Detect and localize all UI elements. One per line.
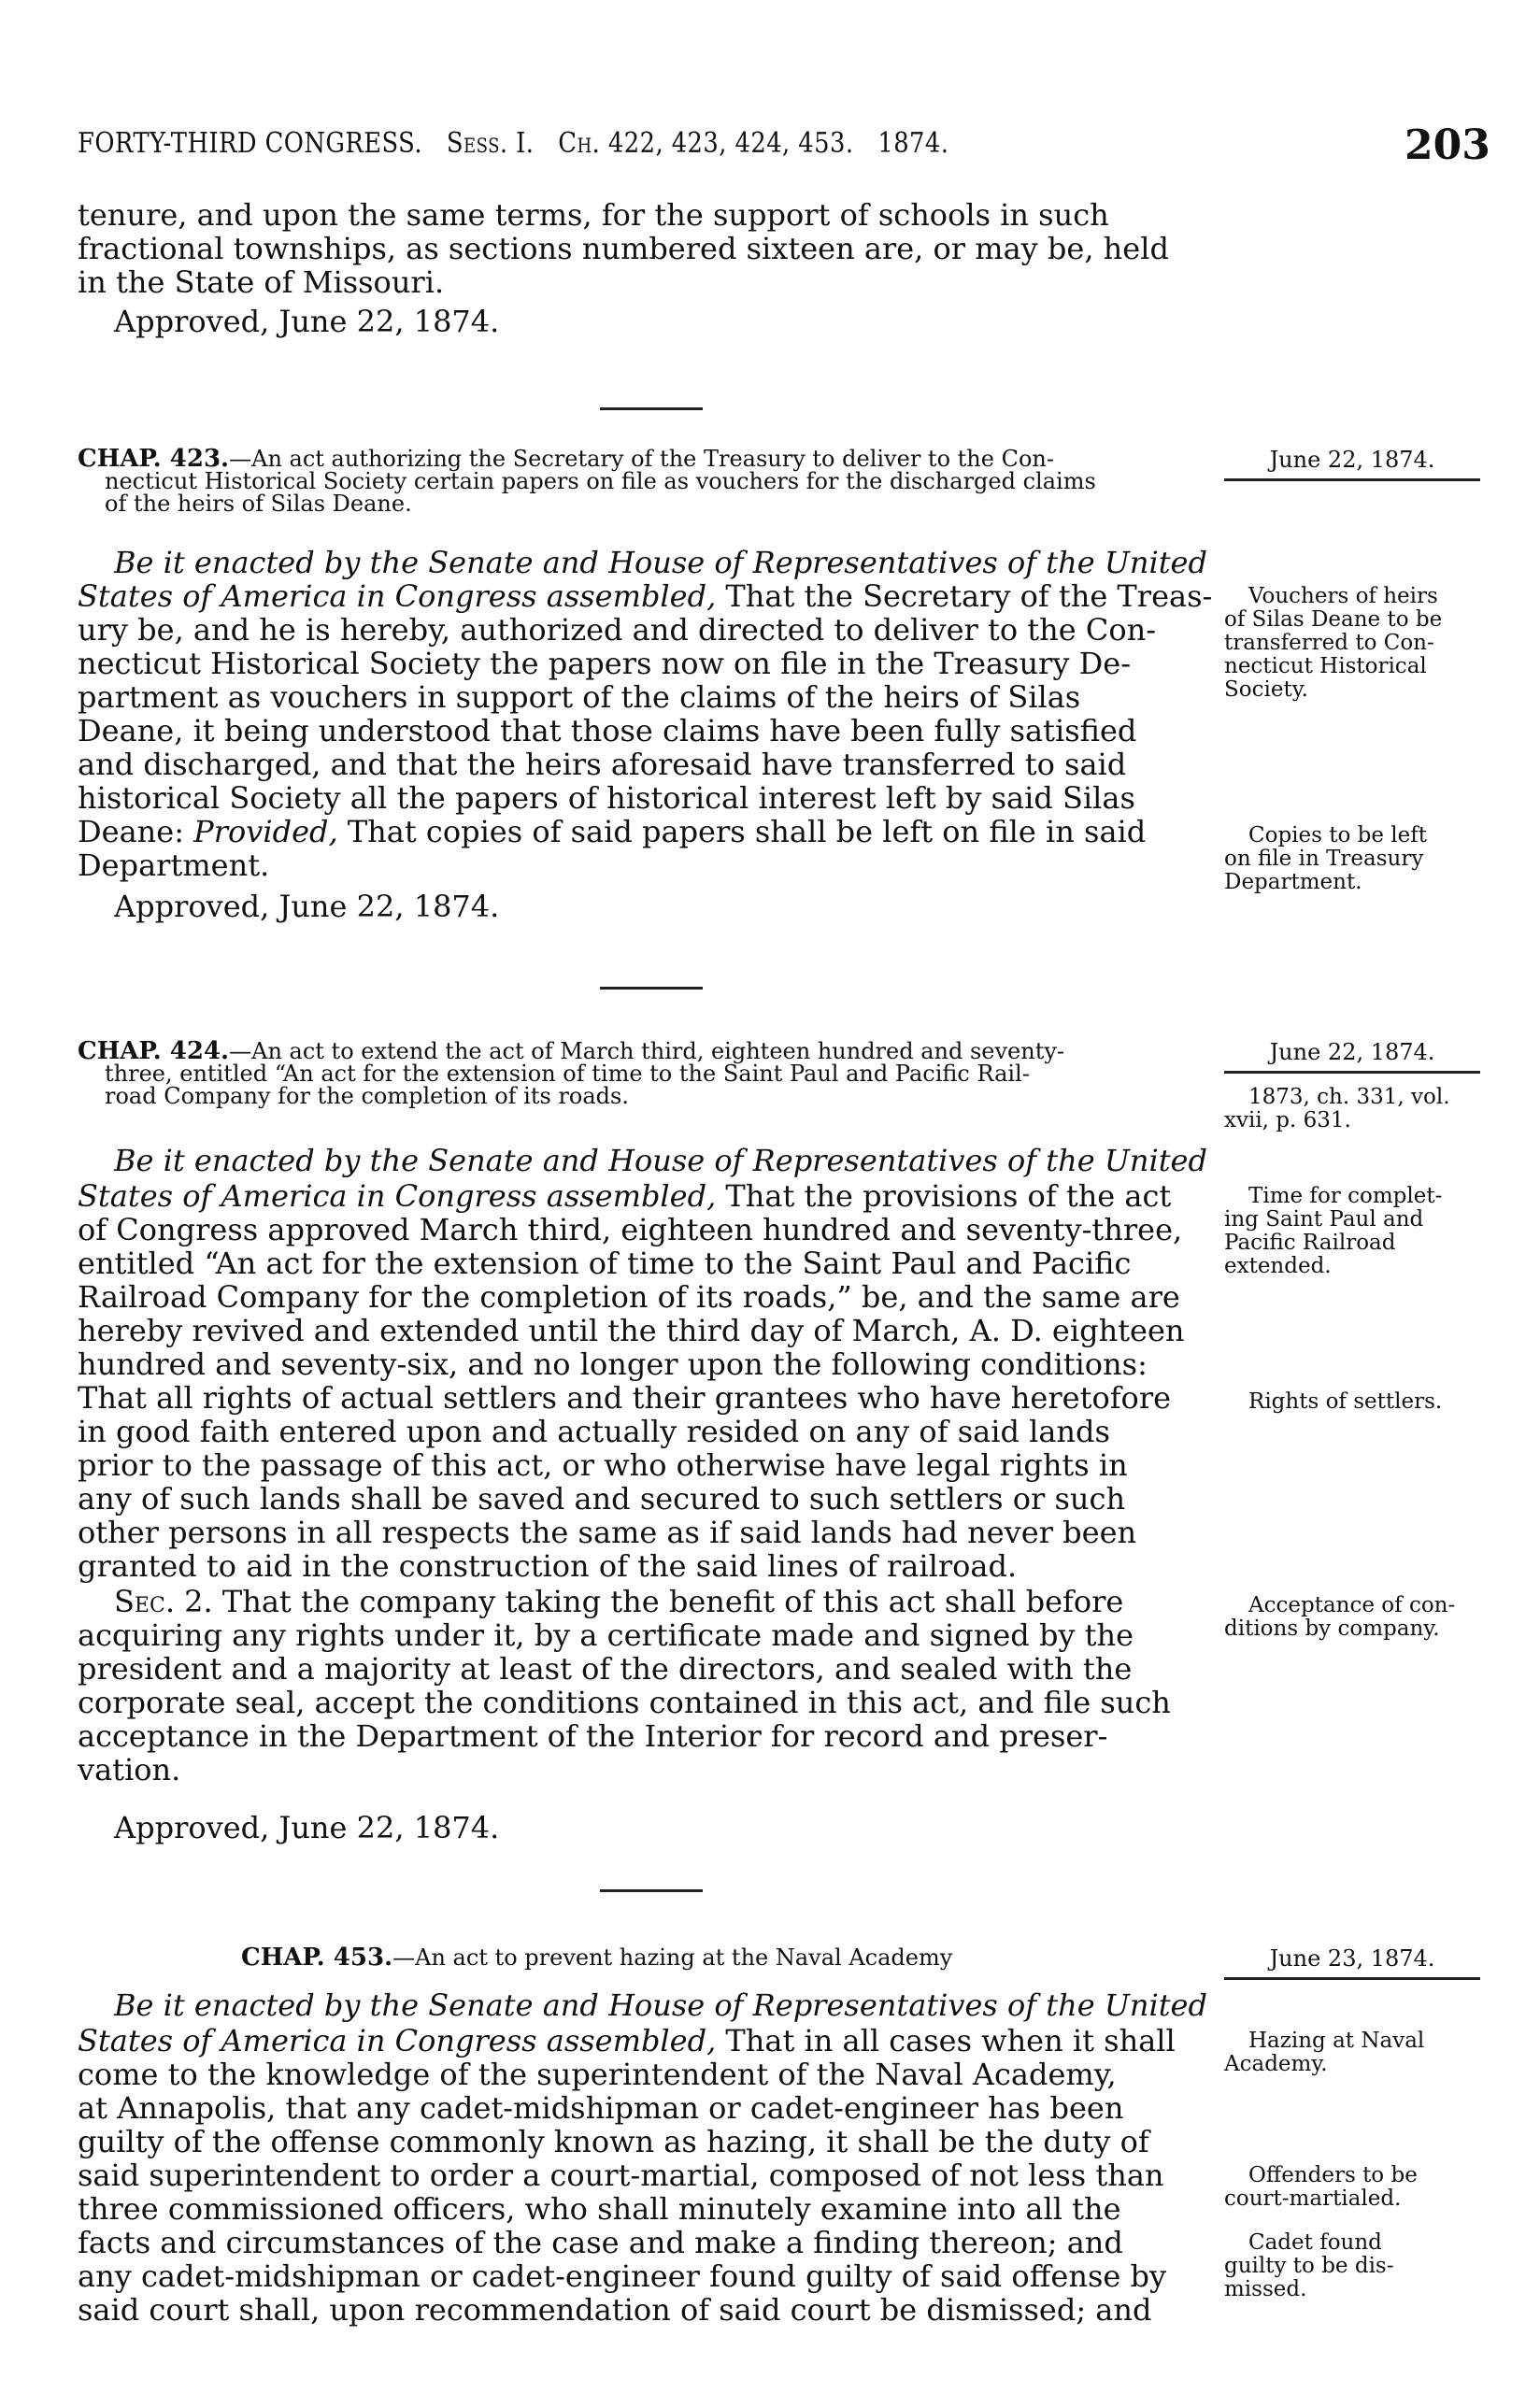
body-line: Deane: Provided, That copies of said papers shall be left on file in said [78, 814, 1147, 849]
chapter-label: CHAP. 424. [78, 1037, 230, 1065]
section-label: Sec. 2. [114, 1584, 213, 1619]
body-line: president and a majority at least of the directors, and sealed with the [78, 1651, 1133, 1687]
chapter-title-line: CHAP. 453.—An act to prevent hazing at the Naval Academy [241, 1944, 953, 1972]
chapter-date: June 22, 1874. [1224, 447, 1480, 481]
margin-note: Vouchers of heirs of Silas Deane to be transferred to Con- necticut Historical Society. [1224, 584, 1443, 702]
body-line: historical Society all the papers of historical interest left by said Silas [78, 780, 1135, 816]
approved-date: Approved, June 22, 1874. [114, 1810, 500, 1845]
section-divider [600, 987, 703, 990]
section-divider [600, 407, 703, 410]
body-line: vation. [78, 1752, 181, 1787]
body-line: three commissioned officers, who shall minutely examine into all the [78, 2191, 1121, 2227]
body-line: States of America in Congress assembled, That in all cases when it shall [78, 2023, 1176, 2058]
body-line: necticut Historical Society the papers now on file in the Treasury De- [78, 646, 1131, 681]
body-line: hundred and seventy-six, and no longer upon the following conditions: [78, 1346, 1148, 1382]
header-congress: FORTY-THIRD CONGRESS. [78, 127, 422, 160]
body-line: and discharged, and that the heirs aforesaid have transferred to said [78, 747, 1127, 782]
margin-note: Rights of settlers. [1248, 1389, 1443, 1414]
header-chapters: Ch. 422, 423, 424, 453. [558, 127, 854, 160]
body-line: States of America in Congress assembled, That the provisions of the act [78, 1178, 1172, 1214]
margin-note: Copies to be left on file in Treasury Department. [1224, 823, 1428, 894]
chapter-label: CHAP. 423. [78, 445, 230, 473]
header-year: 1874. [877, 127, 949, 160]
chapter-title-line: CHAP. 423.—An act authorizing the Secretary of the Treasury to deliver to the Con- [78, 445, 1054, 473]
margin-note: Offenders to be court-martialed. [1224, 2163, 1418, 2211]
citation-note: 1873, ch. 331, vol. xvii, p. 631. [1224, 1085, 1450, 1132]
body-line: tenure, and upon the same terms, for the support of schools in such [78, 197, 1109, 233]
body-line: fractional townships, as sections numbered sixteen are, or may be, held [78, 231, 1169, 266]
header-title [78, 127, 948, 160]
body-line: hereby revived and extended until the third day of March, A. D. eighteen [78, 1313, 1185, 1348]
body-line: acquiring any rights under it, by a certificate made and signed by the [78, 1617, 1134, 1653]
approved-date: Approved, June 22, 1874. [114, 889, 500, 924]
body-line: Deane, it being understood that those claims have been fully satisfied [78, 713, 1137, 748]
body-line: other persons in all respects the same as if said lands had never been [78, 1515, 1137, 1550]
body-line: That all rights of actual settlers and their grantees who have heretofore [78, 1380, 1172, 1416]
body-line: any of such lands shall be saved and secured to such settlers or such [78, 1481, 1126, 1517]
enacting-clause: Be it enacted by the Senate and House of Representatives of the United [114, 1987, 1207, 2023]
running-header [78, 121, 1490, 169]
chapter-title-line: three, entitled “An act for the extension of time to the Saint Paul and Pacific Rail- [105, 1061, 1030, 1087]
chapter-label: CHAP. 453. [241, 1944, 393, 1972]
body-line: granted to aid in the construction of the said lines of railroad. [78, 1548, 1018, 1584]
body-line: guilty of the offense commonly known as hazing, it shall be the duty of [78, 2124, 1149, 2159]
body-line: partment as vouchers in support of the claims of the heirs of Silas [78, 679, 1081, 715]
body-line: of Congress approved March third, eighteen hundred and seventy-three, [78, 1212, 1183, 1247]
enacting-clause: Be it enacted by the Senate and House of Representatives of the United [114, 1143, 1207, 1178]
body-line: ury be, and he is hereby, authorized and directed to deliver to the Con- [78, 612, 1157, 648]
body-line: facts and circumstances of the case and make a finding thereon; and [78, 2225, 1123, 2260]
section-divider [600, 1889, 703, 1892]
chapter-date: June 23, 1874. [1224, 1945, 1480, 1980]
body-line: Department. [78, 847, 270, 883]
body-line: prior to the passage of this act, or who otherwise have legal rights in [78, 1447, 1128, 1483]
section-2-line: Sec. 2. That the company taking the benefit of this act shall before [114, 1584, 1124, 1619]
body-line: Railroad Company for the completion of its roads,” be, and the same are [78, 1279, 1180, 1315]
chapter-title-line: necticut Historical Society certain papers on file as vouchers for the discharged claims [105, 468, 1096, 494]
enacting-clause: Be it enacted by the Senate and House of Representatives of the United [114, 545, 1207, 580]
approved-date: Approved, June 22, 1874. [114, 304, 500, 339]
body-line: at Annapolis, that any cadet-midshipman or cadet-engineer has been [78, 2090, 1124, 2126]
margin-note: Time for complet- ing Saint Paul and Pacific Railroad extended. [1224, 1184, 1443, 1278]
body-line: said superintendent to order a court-martial, composed of not less than [78, 2158, 1164, 2193]
chapter-title-line: of the heirs of Silas Deane. [105, 491, 412, 517]
body-line: corporate seal, accept the conditions contained in this act, and file such [78, 1685, 1171, 1720]
body-line: said court shall, upon recommendation of said court be dismissed; and [78, 2292, 1152, 2328]
body-line: come to the knowledge of the superintendent of the Naval Academy, [78, 2057, 1117, 2092]
body-line: in the State of Missouri. [78, 264, 445, 300]
header-session: Sess. I. [446, 127, 535, 160]
margin-note: Hazing at Naval Academy. [1224, 2029, 1425, 2076]
body-line: any cadet-midshipman or cadet-engineer found guilty of said offense by [78, 2258, 1167, 2294]
chapter-title-line: road Company for the completion of its roads. [105, 1083, 629, 1109]
margin-note: Acceptance of con- ditions by company. [1224, 1593, 1456, 1641]
chapter-date: June 22, 1874. [1224, 1039, 1480, 1074]
body-line: in good faith entered upon and actually resided on any of said lands [78, 1414, 1110, 1449]
page-number: 203 [1405, 121, 1490, 169]
chapter-title-line: CHAP. 424.—An act to extend the act of March third, eighteen hundred and seventy- [78, 1037, 1065, 1065]
body-line: acceptance in the Department of the Interior for record and preser- [78, 1718, 1108, 1754]
body-line: States of America in Congress assembled, That the Secretary of the Treas- [78, 578, 1213, 614]
margin-note: Cadet found guilty to be dis- missed. [1224, 2230, 1394, 2301]
body-line: entitled “An act for the extension of time to the Saint Paul and Pacific [78, 1246, 1132, 1281]
